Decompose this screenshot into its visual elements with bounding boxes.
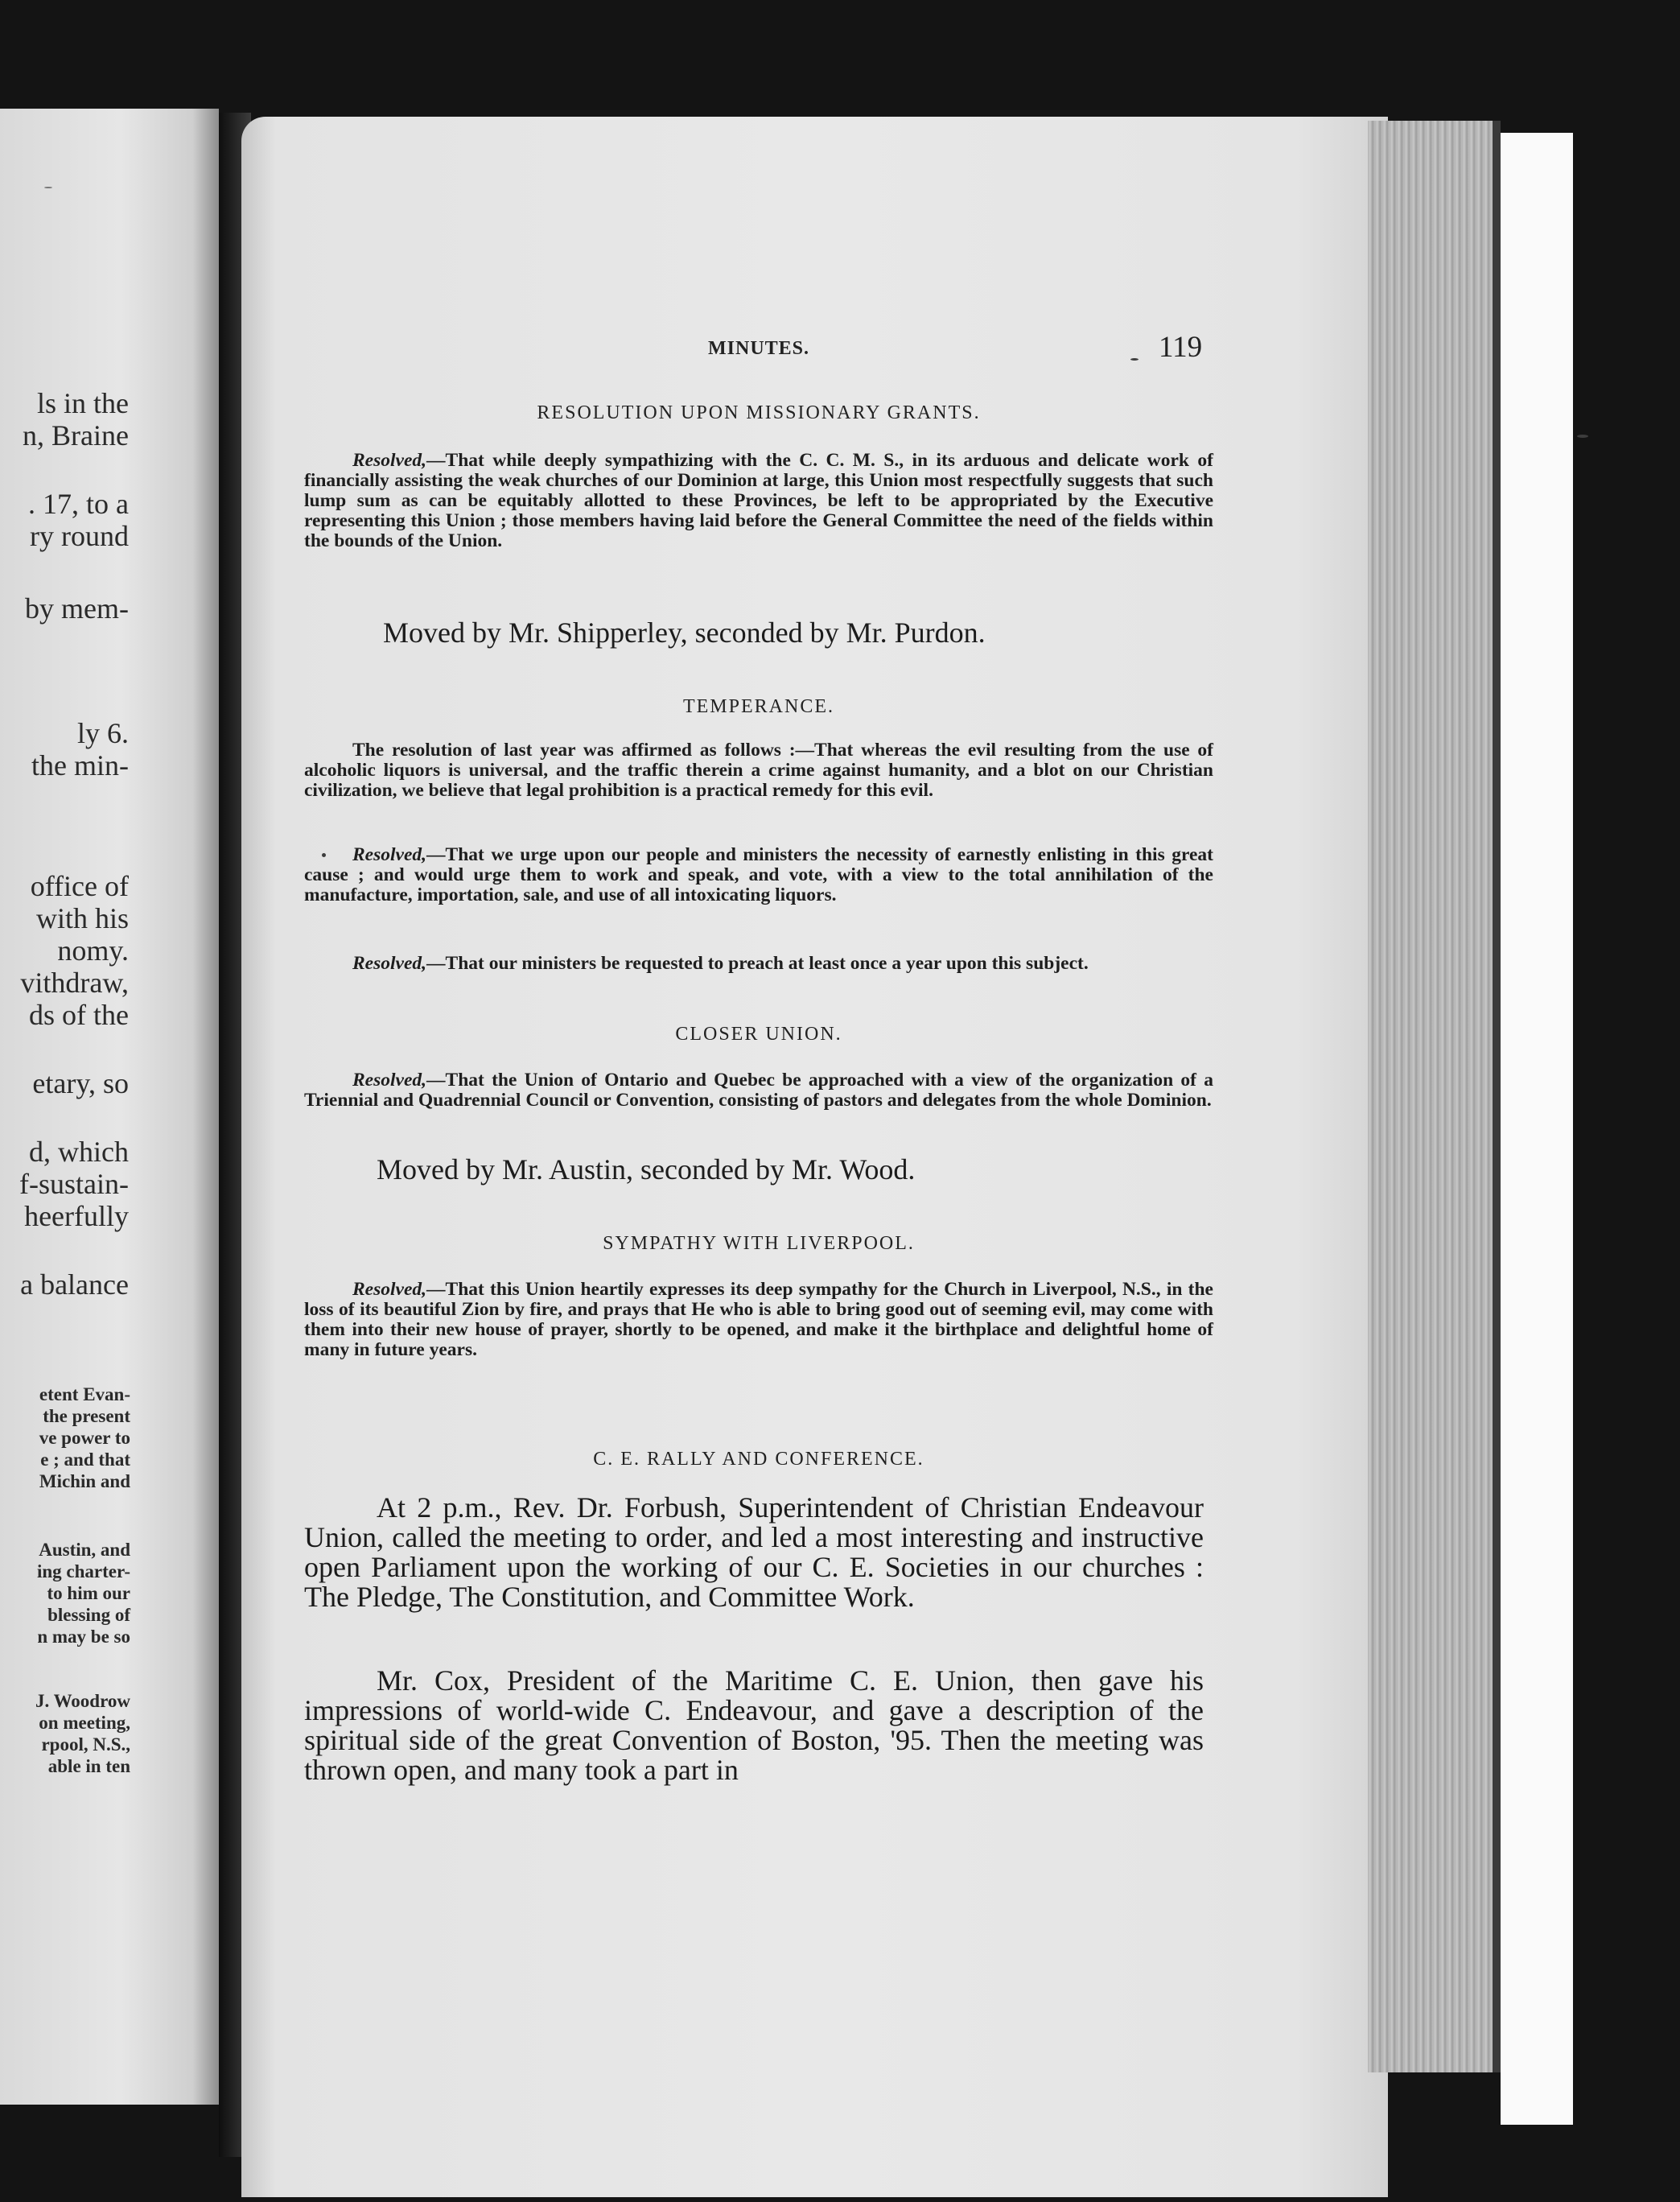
- resolved-label: Resolved,: [352, 1279, 427, 1300]
- left-page-line: office of: [30, 870, 129, 902]
- left-page-note-line: able in ten: [47, 1756, 130, 1776]
- closer-union-resolution: [304, 1070, 1213, 1111]
- left-page-note-line: blessing of: [47, 1605, 130, 1625]
- resolved-label: Resolved,: [352, 1070, 427, 1091]
- left-page-line: ds of the: [29, 999, 129, 1031]
- resolution-text: —That we urge upon our people and ministers the necessity of earnestly enlisting in this great cause ; and would urge them to work and speak, and vote, with a view to the total annihilation of the manufacture, importation, sale, and use of all intoxicating liquors.: [304, 844, 1213, 905]
- left-page-line: vithdraw,: [20, 967, 129, 999]
- section-heading-missionary: RESOLUTION UPON MISSIONARY GRANTS.: [537, 402, 981, 423]
- left-facing-page: [0, 109, 219, 2105]
- resolution-text: —That while deeply sympathizing with the C. C. M. S., in its arduous and delicate work of financially assisting the weak churches of our Dominion at large, this Union most respectfully suggests that such lump sum as can be equitably allotted to these Provinces, be left to be appropriated by the Executive representing this Union ; those members having laid before the General Committee the need of the fields within the bounds of the Union.: [304, 450, 1213, 551]
- resolution-text: —That our ministers be requested to preach at least once a year upon this subject.: [426, 953, 1089, 974]
- left-page-note-line: to him our: [47, 1583, 130, 1603]
- running-head: MINUTES.: [708, 338, 810, 359]
- left-page-line: ry round: [30, 520, 129, 552]
- left-page-note-line: etent Evan-: [39, 1384, 130, 1404]
- section-heading-rally: C. E. RALLY AND CONFERENCE.: [593, 1449, 924, 1470]
- left-page-line: f-sustain-: [19, 1168, 129, 1200]
- left-page-note-line: Austin, and: [39, 1540, 130, 1560]
- resolved-label: Resolved,: [352, 844, 427, 865]
- rally-paragraph-2: Mr. Cox, President of the Maritime C. E. Union, then gave his impressions of world-wide C. Endeavour, and gave a description of the spiritual side of the great Convention of Boston, '95. Then the meeting was thrown open, and many took a part in: [304, 1664, 1204, 1786]
- left-page-note-line: ve power to: [39, 1428, 130, 1448]
- left-page-line: the min-: [31, 749, 129, 781]
- left-page-line: d, which: [29, 1136, 129, 1168]
- resolved-label: Resolved,: [352, 953, 427, 974]
- scan-speck: [1577, 435, 1588, 438]
- rally-paragraph-1: At 2 p.m., Rev. Dr. Forbush, Superintendent of Christian Endeavour Union, called the meeting to order, and led a most interesting and instructive open Parliament upon the working of our C. E. Societies in our churches : The Pledge, The Constitution, and Committee Work.: [304, 1491, 1204, 1613]
- resolved-label: Resolved,: [352, 450, 427, 471]
- left-page-line: by mem-: [25, 592, 129, 625]
- page-number: 119: [1159, 331, 1203, 364]
- left-page-note-line: e ; and that: [40, 1449, 130, 1470]
- moved-by-line: Moved by Mr. Shipperley, seconded by Mr. Purdon.: [383, 616, 986, 649]
- left-page-note-line: Michin and: [39, 1471, 130, 1491]
- section-heading-closer-union: CLOSER UNION.: [675, 1024, 842, 1045]
- left-page-line: nomy.: [57, 934, 129, 967]
- left-page-note-line: n may be so: [37, 1627, 130, 1647]
- left-page-line: . 17, to a: [28, 488, 129, 520]
- backing-card: [1501, 133, 1573, 2125]
- left-page-line: ls in the: [37, 387, 129, 419]
- left-page-note-line: ing charter-: [36, 1561, 130, 1581]
- left-page-line: n, Braine: [23, 419, 129, 452]
- left-page-note-line: rpool, N.S.,: [41, 1734, 130, 1755]
- scan-speck: [322, 853, 326, 857]
- left-page-line: ly 6.: [76, 717, 129, 749]
- left-page-note-line: on meeting,: [39, 1713, 130, 1733]
- resolution-text: —That this Union heartily expresses its deep sympathy for the Church in Liverpool, N.S., in the loss of its beautiful Zion by fire, and prays that He who is able to bring good out of seeming evil, may come with them into their new house of prayer, shortly to be opened, and make it the birthplace and delightful home of many in future years.: [304, 1279, 1213, 1360]
- temperance-intro: The resolution of last year was affirmed as follows :—That whereas the evil resulting from the use of alcoholic liquors is universal, and the traffic therein a crime against humanity, and a blot on our Christian civilization, we believe that legal prohibition is a practical remedy for this evil.: [304, 740, 1213, 801]
- left-page-note-line: the present: [43, 1406, 130, 1426]
- resolution-text: —That the Union of Ontario and Quebec be approached with a view of the organization of a Triennial and Quadrennial Council or Convention, consisting of pastors and delegates from the whole Dominion.: [304, 1070, 1213, 1111]
- left-page-line: with his: [35, 902, 129, 934]
- liverpool-resolution: [304, 1280, 1213, 1360]
- scan-speck: [44, 187, 52, 188]
- section-heading-temperance: TEMPERANCE.: [682, 696, 834, 717]
- moved-by-line: Moved by Mr. Austin, seconded by Mr. Wood.: [377, 1153, 916, 1186]
- left-page-line: heerfully: [24, 1200, 129, 1232]
- section-heading-liverpool: SYMPATHY WITH LIVERPOOL.: [603, 1233, 915, 1254]
- page-edge-shadow: [1493, 121, 1501, 2072]
- left-page-line: a balance: [20, 1268, 129, 1301]
- scan-speck: [1130, 358, 1139, 361]
- left-page-note-line: J. Woodrow: [35, 1691, 130, 1711]
- temperance-resolution-2: [304, 954, 1213, 974]
- page-edge-stack: [1368, 121, 1497, 2072]
- temperance-resolution-1: [304, 845, 1213, 905]
- missionary-resolution: [304, 451, 1213, 551]
- left-page-line: etary, so: [32, 1067, 129, 1099]
